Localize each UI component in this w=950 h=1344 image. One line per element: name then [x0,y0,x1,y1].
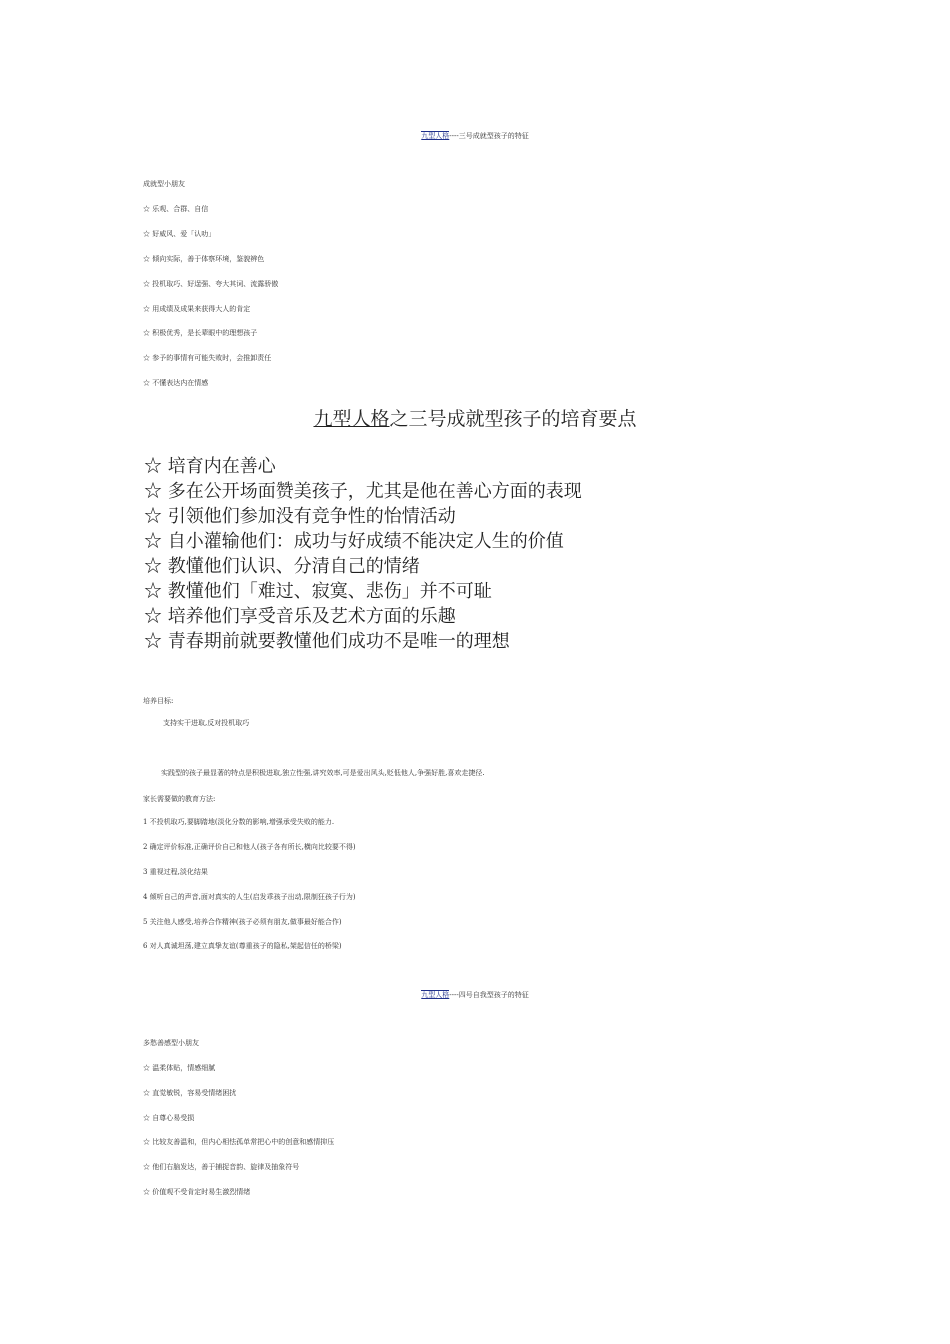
methods-label: 家长需要做的教育方法: [143,795,216,803]
section4-subtitle: 多愁善感型小朋友 [143,1039,199,1047]
description-paragraph: 实践型的孩子最显著的特点是积极进取,独立性强,讲究效率,可是爱出风头,贬低他人,争强好胜,喜欢走捷径. [161,769,485,777]
method-item: 5 关注他人感受,培养合作精神(孩子必须有朋友,做事最好能合作) [143,918,342,926]
method-item: 6 对人真诚坦荡,建立真挚友谊(尊重孩子的隐私,架起信任的桥梁) [143,942,342,950]
section1-title-link[interactable]: 九型人格 [421,132,450,140]
section4-title [0,990,950,1000]
section1-title [0,131,950,141]
section4-title-rest: ----四号自我型孩子的特征 [449,991,529,999]
section1-trait: ☆ 用成绩及成果来获得大人的肯定 [143,305,251,313]
section4-trait: ☆ 直觉敏锐，容易受情绪困扰 [143,1089,237,1097]
section1-title-rest: ----三号成就型孩子的特征 [449,132,529,140]
method-item: 1 不投机取巧,要脚踏地(淡化分数的影响,增强承受失败的能力. [143,818,335,826]
section2-point: ☆ 培养他们享受音乐及艺术方面的乐趣 [144,606,456,627]
section2-point: ☆ 教懂他们「难过、寂寞、悲伤」并不可耻 [144,581,492,602]
section1-trait: ☆ 参予的事情有可能失败时，会推卸责任 [143,354,272,362]
section2-title-rest: 之三号成就型孩子的培育要点 [389,408,637,430]
section1-trait: ☆ 乐观、合群、自信 [143,205,209,213]
section2-title-link[interactable]: 九型人格 [313,408,390,430]
section2-point: ☆ 多在公开场面赞美孩子，尤其是他在善心方面的表现 [144,481,582,502]
section1-subtitle: 成就型小朋友 [143,180,185,188]
section2-points [144,454,582,654]
section1-trait: ☆ 投机取巧、好逞强、夸大其词、流露骄傲 [143,280,279,288]
method-item: 2 确定评价标准,正确评价自己和他人(孩子各有所长,横向比较要不得) [143,843,356,851]
section2-point: ☆ 培育内在善心 [144,456,276,477]
section2-point: ☆ 青春期前就要教懂他们成功不是唯一的理想 [144,631,510,652]
section4-trait: ☆ 自尊心易受损 [143,1114,195,1122]
method-item: 4 倾听自己的声音,面对真实的人生(启发乖孩子出动,限制狂孩子行为) [143,893,356,901]
section4-trait: ☆ 他们右脑发达，善于捕捉音韵、旋律及抽象符号 [143,1163,300,1171]
section1-trait: ☆ 好威风、爱「认叻」 [143,230,216,238]
section1-trait: ☆ 积极优秀，是长辈眼中的理想孩子 [143,329,258,337]
goal-text: 支持实干进取,反对投机取巧 [163,719,250,727]
section1-trait: ☆ 不懂表达内在情感 [143,379,209,387]
section2-point: ☆ 引领他们参加没有竞争性的怡情活动 [144,506,456,527]
section4-trait: ☆ 价值观不受肯定时易生激烈情绪 [143,1188,251,1196]
section4-trait: ☆ 温柔体贴，情感细腻 [143,1064,216,1072]
section2-point: ☆ 自小灌输他们：成功与好成绩不能决定人生的价值 [144,531,564,552]
goal-label: 培养目标: [143,697,174,705]
section4-title-link[interactable]: 九型人格 [421,991,450,999]
section1-trait: ☆ 倾向实际，善于体察环境，鉴貌辨色 [143,255,265,263]
section2-title [0,406,950,432]
section2-point: ☆ 教懂他们认识、分清自己的情绪 [144,556,420,577]
section4-trait: ☆ 比较友善温和，但内心相怯孤单常把心中的创意和感情抑压 [143,1138,335,1146]
method-item: 3 重视过程,淡化结果 [143,868,208,876]
